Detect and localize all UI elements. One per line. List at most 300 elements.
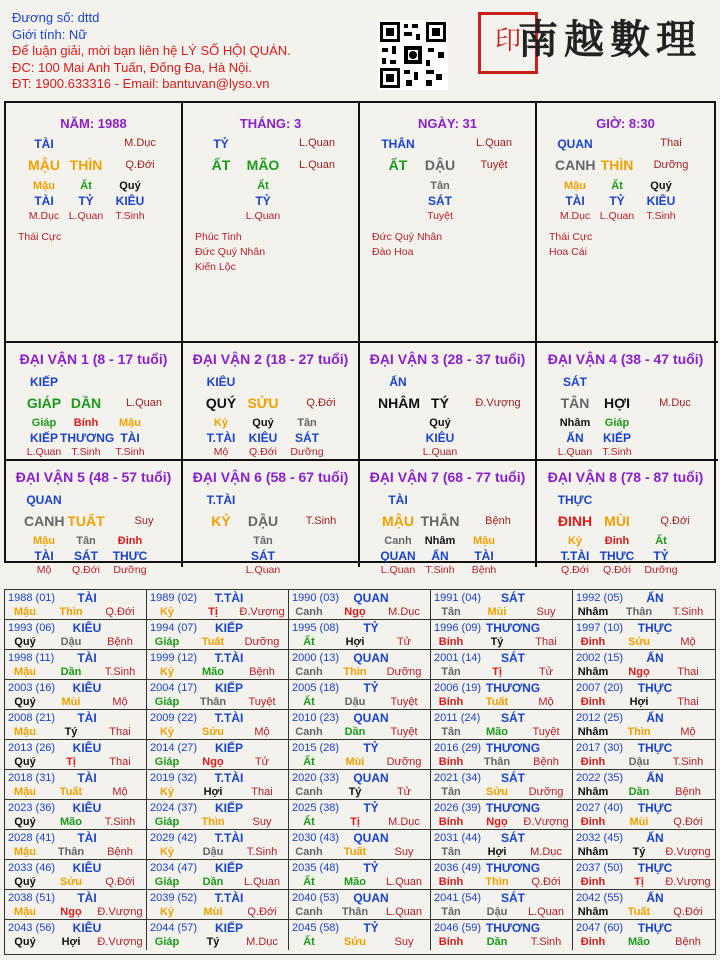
hidden-life-stage: L.Quan xyxy=(422,446,458,458)
year-stem: Quý xyxy=(14,876,36,888)
year-label: 2047 (60) xyxy=(576,922,624,934)
hidden-ten-god: TÀI xyxy=(34,549,54,563)
hidden-stem: Ất xyxy=(257,180,269,192)
hidden-life-stage: M.Dục xyxy=(559,210,591,222)
year-life-stage: Tuyệt xyxy=(532,726,560,738)
year-branch: Sửu xyxy=(343,936,367,948)
year-label: 2036 (49) xyxy=(434,862,482,874)
year-cell xyxy=(5,650,147,680)
year-branch: Thân xyxy=(341,906,369,918)
year-branch: Tý xyxy=(632,846,646,858)
year-ten-god: KIẾP xyxy=(214,741,243,755)
dai-van-life-stage: M.Dục xyxy=(659,397,691,409)
hidden-stem: Mậu xyxy=(119,417,141,429)
year-ten-god: THỰC xyxy=(637,801,673,815)
year-branch: Ngọ xyxy=(628,666,650,678)
year-stem: Tân xyxy=(441,606,461,618)
year-cell xyxy=(431,620,573,650)
hidden-life-stage: Q.Đới xyxy=(603,564,631,576)
year-stem: Đinh xyxy=(580,756,606,768)
dai-van-4 xyxy=(537,343,714,461)
pillar-stem-life: M.Dục xyxy=(124,137,156,149)
year-ten-god: TÀI xyxy=(77,651,97,665)
year-ten-god: T.TÀI xyxy=(214,771,244,785)
star-label: Thái Cực xyxy=(549,231,593,243)
year-stem: Canh xyxy=(295,906,323,918)
year-cell xyxy=(147,740,289,770)
year-cell xyxy=(289,590,431,620)
year-stem: Giáp xyxy=(154,816,180,828)
hidden-stem: Canh xyxy=(384,535,412,547)
year-life-stage: Đ.Vượng xyxy=(97,906,143,918)
year-life-stage: Tử xyxy=(538,666,554,678)
year-label: 1989 (02) xyxy=(150,592,198,604)
year-cell xyxy=(431,920,573,950)
year-label: 1990 (03) xyxy=(292,592,340,604)
year-life-stage: T.Sinh xyxy=(104,666,136,678)
dai-van-branch: HỢI xyxy=(604,395,630,411)
year-ten-god: THỰC xyxy=(637,741,673,755)
year-life-stage: Q.Đới xyxy=(673,906,703,918)
year-branch: Ngọ xyxy=(60,906,82,918)
year-life-stage: Suy xyxy=(252,816,272,828)
dai-van-ten-god: ẤN xyxy=(389,375,407,389)
hidden-ten-god: KIÊU xyxy=(248,431,278,445)
year-ten-god: SÁT xyxy=(501,891,525,905)
year-cell xyxy=(289,800,431,830)
year-stem: Đinh xyxy=(580,816,606,828)
dai-van-branch: DẦN xyxy=(70,395,102,411)
year-cell xyxy=(289,860,431,890)
year-stem: Kỷ xyxy=(159,786,175,798)
year-branch: Mão xyxy=(486,726,508,738)
year-life-stage: Thai xyxy=(677,696,699,708)
year-branch: Tuất xyxy=(485,696,509,708)
year-branch: Dần xyxy=(628,786,650,798)
year-label: 2023 (36) xyxy=(8,802,56,814)
year-ten-god: SÁT xyxy=(501,711,525,725)
year-ten-god: THƯƠNG xyxy=(485,621,541,635)
dai-van-branch: MÙI xyxy=(604,513,630,529)
year-label: 2011 (24) xyxy=(434,712,481,724)
year-cell xyxy=(573,800,715,830)
year-ten-god: TÀI xyxy=(77,711,97,725)
year-ten-god: THỰC xyxy=(637,681,673,695)
year-branch: Tuất xyxy=(343,846,367,858)
year-branch: Ngọ xyxy=(202,756,224,768)
dai-van-life-stage: L.Quan xyxy=(125,397,163,409)
year-ten-god: THỰC xyxy=(637,921,673,935)
star-label: Đức Quý Nhân xyxy=(195,246,266,258)
hidden-ten-god: SÁT xyxy=(428,194,452,208)
star-label: Thái Cực xyxy=(18,231,62,243)
brand-logo: 南越數理 xyxy=(518,16,702,63)
year-life-stage: Mộ xyxy=(254,726,270,738)
year-ten-god: SÁT xyxy=(501,651,525,665)
dai-van-branch: TÝ xyxy=(431,395,449,411)
year-branch: Mão xyxy=(202,666,224,678)
earthly-branch: THÌN xyxy=(69,157,103,173)
year-branch: Dần xyxy=(202,876,224,888)
year-branch: Dậu xyxy=(628,756,650,768)
dai-van-ten-god: THỰC xyxy=(557,493,593,507)
year-life-stage: Bệnh xyxy=(675,786,701,798)
year-ten-god: KIÊU xyxy=(72,801,102,815)
year-life-stage: Suy xyxy=(536,606,556,618)
year-stem: Bính xyxy=(438,696,464,708)
year-cell xyxy=(289,830,431,860)
year-cell xyxy=(147,770,289,800)
year-branch: Mùi xyxy=(487,606,507,618)
year-label: 2040 (53) xyxy=(292,892,340,904)
year-stem: Quý xyxy=(14,636,36,648)
header-info xyxy=(12,10,291,93)
dai-van-title: ĐẠI VẬN 7 (68 - 77 tuổi) xyxy=(369,469,526,485)
year-cell xyxy=(573,710,715,740)
year-life-stage: Q.Đới xyxy=(105,876,135,888)
dai-van-8 xyxy=(537,461,714,576)
year-life-stage: Bệnh xyxy=(107,846,133,858)
year-cell xyxy=(573,680,715,710)
dai-van-row-1 xyxy=(6,341,718,461)
year-life-stage: Mộ xyxy=(680,726,696,738)
year-stem: Tân xyxy=(441,846,461,858)
dai-van-stem: ĐINH xyxy=(557,513,593,529)
owner-name: Đương số: dttd xyxy=(12,10,100,25)
star-label: Kiến Lộc xyxy=(195,261,236,273)
year-life-stage: Tử xyxy=(396,636,412,648)
hidden-stem: Tân xyxy=(430,180,450,192)
year-branch: Thìn xyxy=(627,726,651,738)
hidden-ten-god: TỶ xyxy=(653,549,669,563)
year-life-stage: Thai xyxy=(251,786,273,798)
year-label: 2025 (38) xyxy=(292,802,340,814)
year-life-stage: L.Quan xyxy=(527,906,565,918)
dai-van-ten-god: T.TÀI xyxy=(206,493,236,507)
dai-van-stem: KỶ xyxy=(211,513,231,529)
year-stem: Giáp xyxy=(154,876,180,888)
hidden-stem: Ất xyxy=(655,535,667,547)
hidden-ten-god: ẤN xyxy=(566,431,584,445)
address-line: ĐC: 100 Mai Anh Tuấn, Đống Đa, Hà Nội. xyxy=(12,59,252,75)
year-label: 2002 (15) xyxy=(576,652,624,664)
year-life-stage: T.Sinh xyxy=(672,606,704,618)
year-branch: Thân xyxy=(625,606,653,618)
hidden-life-stage: Q.Đới xyxy=(561,564,589,576)
dai-van-stem: MẬU xyxy=(382,513,414,529)
year-cell xyxy=(431,770,573,800)
year-label: 1998 (11) xyxy=(8,652,55,664)
hidden-stem: Ất xyxy=(80,180,92,192)
earthly-branch: DẬU xyxy=(424,157,456,173)
year-branch: Sửu xyxy=(59,876,83,888)
hidden-ten-god: TỶ xyxy=(609,194,625,208)
dai-van-title: ĐẠI VẬN 5 (48 - 57 tuổi) xyxy=(15,469,172,485)
year-cell xyxy=(5,680,147,710)
year-label: 2042 (55) xyxy=(576,892,624,904)
year-ten-god: QUAN xyxy=(353,711,389,725)
year-cell xyxy=(573,920,715,950)
year-stem: Ất xyxy=(303,936,315,948)
year-stem: Đinh xyxy=(580,876,606,888)
hidden-ten-god: T.TÀI xyxy=(206,431,236,445)
year-ten-god: T.TÀI xyxy=(214,711,244,725)
year-life-stage: Dưỡng xyxy=(386,666,422,678)
year-stem: Nhâm xyxy=(577,786,609,798)
year-stem: Mậu xyxy=(14,606,36,618)
pillar-3 xyxy=(537,103,714,343)
year-life-stage: Tuyệt xyxy=(248,696,276,708)
hidden-stem: Đinh xyxy=(117,535,143,547)
hidden-ten-god: TỶ xyxy=(78,194,94,208)
year-cell xyxy=(147,860,289,890)
year-branch: Tị xyxy=(350,816,360,828)
year-ten-god: TỶ xyxy=(363,741,379,755)
pillar-title: GIỜ: 8:30 xyxy=(596,116,655,131)
year-ten-god: KIẾP xyxy=(214,681,243,695)
year-life-stage: Mộ xyxy=(112,786,128,798)
year-branch: Ngọ xyxy=(344,606,366,618)
year-stem: Quý xyxy=(14,816,36,828)
hidden-ten-god: SÁT xyxy=(251,549,275,563)
year-branch: Mão xyxy=(60,816,82,828)
hidden-life-stage: L.Quan xyxy=(245,210,281,222)
year-life-stage: Tuyệt xyxy=(390,726,418,738)
year-cell xyxy=(573,620,715,650)
hidden-stem: Mậu xyxy=(33,535,55,547)
year-branch: Mão xyxy=(344,876,366,888)
year-cell xyxy=(431,590,573,620)
year-stem: Đinh xyxy=(580,696,606,708)
hidden-life-stage: T.Sinh xyxy=(425,564,455,576)
year-cell xyxy=(289,920,431,950)
hidden-ten-god: ẤN xyxy=(431,549,449,563)
year-cell xyxy=(573,590,715,620)
year-cell xyxy=(431,830,573,860)
year-branch: Hợi xyxy=(629,696,649,708)
year-label: 2045 (58) xyxy=(292,922,340,934)
year-ten-god: TỶ xyxy=(363,681,379,695)
year-label: 2027 (40) xyxy=(576,802,624,814)
hidden-life-stage: L.Quan xyxy=(68,210,104,222)
year-stem: Nhâm xyxy=(577,846,609,858)
hidden-stem: Quý xyxy=(252,417,274,429)
hidden-life-stage: T.Sinh xyxy=(71,446,101,458)
year-stem: Mậu xyxy=(14,786,36,798)
year-ten-god: QUAN xyxy=(353,651,389,665)
year-stem: Canh xyxy=(295,846,323,858)
year-label: 2008 (21) xyxy=(8,712,56,724)
year-life-stage: Suy xyxy=(394,936,414,948)
dai-van-title: ĐẠI VẬN 4 (38 - 47 tuổi) xyxy=(547,351,704,367)
dai-van-title: ĐẠI VẬN 8 (78 - 87 tuổi) xyxy=(547,469,704,485)
year-cell xyxy=(431,860,573,890)
year-cell xyxy=(5,590,147,620)
year-branch: Dậu xyxy=(202,846,224,858)
year-label: 2035 (48) xyxy=(292,862,340,874)
dai-van-branch: THÂN xyxy=(420,513,460,529)
year-ten-god: QUAN xyxy=(353,771,389,785)
hidden-ten-god: TÀI xyxy=(565,194,585,208)
hidden-ten-god: T.TÀI xyxy=(560,549,590,563)
year-label: 2019 (32) xyxy=(150,772,198,784)
dai-van-stem: QUÝ xyxy=(205,395,237,411)
year-stem: Ất xyxy=(303,876,315,888)
year-branch: Mão xyxy=(628,936,650,948)
year-life-stage: Mộ xyxy=(538,696,554,708)
year-life-stage: T.Sinh xyxy=(104,816,136,828)
year-cell xyxy=(289,890,431,920)
year-life-stage: L.Quan xyxy=(385,876,423,888)
year-branch: Thìn xyxy=(343,666,367,678)
year-cell xyxy=(431,890,573,920)
year-branch: Mùi xyxy=(629,816,649,828)
year-branch: Dậu xyxy=(486,906,508,918)
year-cell xyxy=(147,830,289,860)
dai-van-ten-god: TÀI xyxy=(388,493,408,507)
year-ten-god: ẤN xyxy=(646,711,664,725)
gender: Giới tính: Nữ xyxy=(12,26,88,42)
year-label: 2017 (30) xyxy=(576,742,624,754)
year-life-stage: Bệnh xyxy=(249,666,275,678)
branch-life-stage: Tuyệt xyxy=(480,159,508,171)
year-life-stage: M.Dục xyxy=(530,846,562,858)
hidden-life-stage: L.Quan xyxy=(599,210,635,222)
year-ten-god: KIẾP xyxy=(214,801,243,815)
year-label: 2007 (20) xyxy=(576,682,624,694)
hidden-stem: Mậu xyxy=(33,180,55,192)
pillar-title: THÁNG: 3 xyxy=(239,116,302,131)
hidden-ten-god: TÀI xyxy=(34,194,54,208)
hidden-stem: Nhâm xyxy=(559,417,591,429)
year-ten-god: TỶ xyxy=(363,861,379,875)
year-branch: Tuất xyxy=(59,786,83,798)
star-label: Đào Hoa xyxy=(372,246,414,258)
year-ten-god: SÁT xyxy=(501,831,525,845)
year-branch: Sửu xyxy=(201,726,225,738)
hidden-stem: Mậu xyxy=(473,535,495,547)
year-cell xyxy=(5,620,147,650)
year-ten-god: KIẾP xyxy=(214,861,243,875)
dai-van-title: ĐẠI VẬN 2 (18 - 27 tuổi) xyxy=(192,351,349,367)
hidden-ten-god: KIÊU xyxy=(425,431,455,445)
year-stem: Canh xyxy=(295,786,323,798)
hidden-life-stage: Dưỡng xyxy=(644,564,678,576)
year-life-stage: Suy xyxy=(394,846,414,858)
year-stem: Đinh xyxy=(580,936,606,948)
year-label: 2012 (25) xyxy=(576,712,624,724)
year-stem: Tân xyxy=(441,906,461,918)
hidden-ten-god: TÀI xyxy=(474,549,494,563)
dai-van-3 xyxy=(360,343,537,461)
dai-van-branch: DẬU xyxy=(247,513,279,529)
year-ten-god: THƯƠNG xyxy=(485,741,541,755)
year-stem: Tân xyxy=(441,666,461,678)
year-cell xyxy=(289,770,431,800)
year-cell xyxy=(431,650,573,680)
star-label: Phúc Tinh xyxy=(195,231,242,243)
year-life-stage: T.Sinh xyxy=(530,936,562,948)
dai-van-stem: CANH xyxy=(24,513,65,529)
year-label: 2003 (16) xyxy=(8,682,56,694)
year-cell xyxy=(147,800,289,830)
year-life-stage: Bệnh xyxy=(107,636,133,648)
year-life-stage: Tử xyxy=(396,786,412,798)
year-label: 2044 (57) xyxy=(150,922,198,934)
year-branch: Tị xyxy=(634,876,644,888)
year-cell xyxy=(5,800,147,830)
year-label: 2022 (35) xyxy=(576,772,624,784)
year-branch: Tị xyxy=(492,666,502,678)
hidden-life-stage: L.Quan xyxy=(380,564,416,576)
year-label: 2026 (39) xyxy=(434,802,482,814)
hidden-life-stage: Q.Đới xyxy=(249,446,277,458)
year-stem: Bính xyxy=(438,756,464,768)
year-branch: Mùi xyxy=(203,906,223,918)
hidden-life-stage: L.Quan xyxy=(245,564,281,576)
heavenly-stem: MẬU xyxy=(28,157,60,173)
year-stem: Giáp xyxy=(154,936,180,948)
heavenly-stem: CANH xyxy=(555,157,596,173)
hidden-life-stage: Dưỡng xyxy=(290,446,324,458)
seal-logo: 印 xyxy=(478,12,538,74)
year-stem: Nhâm xyxy=(577,726,609,738)
year-stem: Kỷ xyxy=(159,846,175,858)
year-ten-god: SÁT xyxy=(501,591,525,605)
year-ten-god: QUAN xyxy=(353,891,389,905)
year-life-stage: M.Dục xyxy=(388,606,420,618)
year-label: 2018 (31) xyxy=(8,772,56,784)
year-label: 2029 (42) xyxy=(150,832,198,844)
year-cell xyxy=(5,860,147,890)
year-cell xyxy=(289,620,431,650)
year-label: 1988 (01) xyxy=(8,592,56,604)
star-label: Đức Quý Nhân xyxy=(372,231,443,243)
hidden-stem: Kỷ xyxy=(567,535,583,547)
year-label: 2015 (28) xyxy=(292,742,340,754)
year-label: 2001 (14) xyxy=(434,652,482,664)
year-stem: Kỷ xyxy=(159,606,175,618)
year-label: 2020 (33) xyxy=(292,772,340,784)
year-cell xyxy=(573,770,715,800)
dai-van-life-stage: Q.Đới xyxy=(660,515,690,527)
hidden-life-stage: T.Sinh xyxy=(602,446,632,458)
annual-luck-table xyxy=(4,589,716,955)
hidden-stem: Tân xyxy=(253,535,273,547)
star-label: Hoa Cái xyxy=(549,246,587,258)
year-life-stage: Thai xyxy=(535,636,557,648)
branch-life-stage: Q.Đới xyxy=(125,159,155,171)
year-cell xyxy=(573,740,715,770)
year-label: 2039 (52) xyxy=(150,892,198,904)
year-label: 2009 (22) xyxy=(150,712,198,724)
year-stem: Ất xyxy=(303,816,315,828)
pillar-2 xyxy=(360,103,537,343)
header xyxy=(0,0,720,100)
hidden-stem: Tân xyxy=(297,417,317,429)
hidden-ten-god: KIẾP xyxy=(602,431,631,445)
year-stem: Canh xyxy=(295,726,323,738)
pillar-1 xyxy=(183,103,360,343)
year-label: 1995 (08) xyxy=(292,622,340,634)
year-stem: Đinh xyxy=(580,636,606,648)
dai-van-life-stage: Q.Đới xyxy=(306,397,336,409)
year-branch: Dần xyxy=(60,666,82,678)
year-ten-god: TỶ xyxy=(363,621,379,635)
year-branch: Sửu xyxy=(485,786,509,798)
hidden-stem: Kỷ xyxy=(213,417,229,429)
year-branch: Mùi xyxy=(345,756,365,768)
